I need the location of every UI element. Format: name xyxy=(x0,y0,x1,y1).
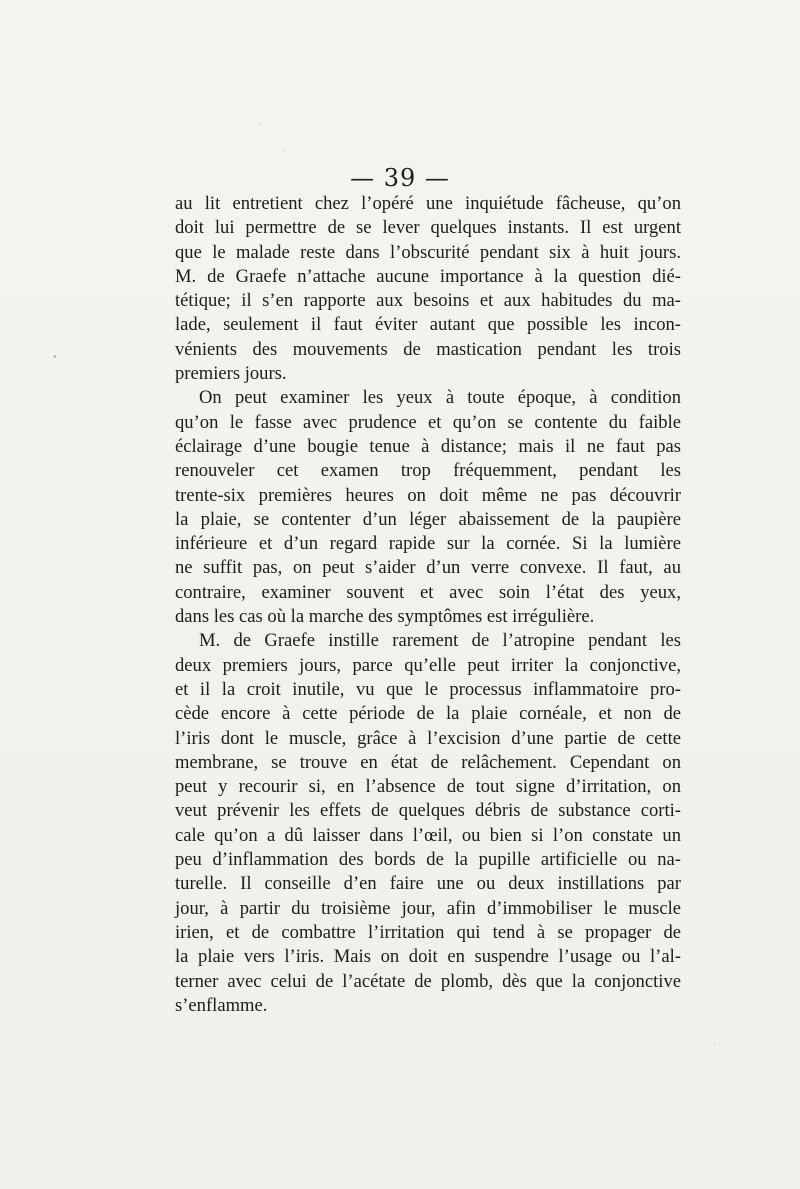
print-speck: · xyxy=(258,120,262,131)
text-line: jour, à partir du troisième jour, afin d’immobiliser le muscle xyxy=(175,897,681,919)
text-line: ne suffit pas, on peut s’aider d’un verre convexe. Il faut, au xyxy=(175,557,681,579)
text-line: M. de Graefe instille rarement de l’atropine pendant les xyxy=(199,630,681,652)
text-line: l’iris dont le muscle, grâce à l’excision d’une partie de cette xyxy=(175,727,681,749)
print-speck: · xyxy=(713,1040,717,1051)
text-line: renouveler cet examen trop fréquemment, pendant les xyxy=(175,460,681,482)
text-line: inférieure et d’un regard rapide sur la cornée. Si la lumière xyxy=(175,533,681,555)
text-line: s’enflamme. xyxy=(175,994,268,1016)
text-line: doit lui permettre de se lever quelques instants. Il est urgent xyxy=(175,217,681,239)
text-line: peu d’inflammation des bords de la pupille artificielle ou na- xyxy=(175,849,681,871)
text-line: trente-six premières heures on doit même ne pas découvrir xyxy=(175,484,681,506)
text-line: terner avec celui de l’acétate de plomb, dès que la conjonctive xyxy=(175,970,681,992)
text-line: que le malade reste dans l’obscurité pendant six à huit jours. xyxy=(175,241,681,263)
text-line: et il la croit inutile, vu que le processus inflammatoire pro- xyxy=(175,678,681,700)
text-line: veut prévenir les effets de quelques débris de substance corti- xyxy=(175,800,681,822)
text-line: vénients des mouvements de mastication pendant les trois xyxy=(175,338,681,360)
text-line: deux premiers jours, parce qu’elle peut irriter la conjonctive, xyxy=(175,654,681,676)
text-line: turelle. Il conseille d’en faire une ou deux instillations par xyxy=(175,873,681,895)
text-line: la plaie vers l’iris. Mais on doit en suspendre l’usage ou l’al- xyxy=(175,946,681,968)
text-line: peut y recourir si, en l’absence de tout signe d’irritation, on xyxy=(175,776,681,798)
text-line: éclairage d’une bougie tenue à distance; mais il ne faut pas xyxy=(175,435,681,457)
text-line: cale qu’on a dû laisser dans l’œil, ou bien si l’on constate un xyxy=(175,824,681,846)
text-line: contraire, examiner souvent et avec soin l’état des yeux, xyxy=(175,581,681,603)
text-line: dans les cas où la marche des symptômes est irrégulière. xyxy=(175,606,595,628)
text-line: qu’on le fasse avec prudence et qu’on se contente du faible xyxy=(175,411,681,433)
text-line: irien, et de combattre l’irritation qui tend à se propager de xyxy=(175,921,681,943)
text-line: On peut examiner les yeux à toute époque, à condition xyxy=(199,387,681,409)
text-line: membrane, se trouve en état de relâchement. Cependant on xyxy=(175,751,681,773)
text-line: lade, seulement il faut éviter autant que possible les incon- xyxy=(175,314,681,336)
print-speck: · xyxy=(283,146,287,157)
text-line: cède encore à cette période de la plaie cornéale, et non de xyxy=(175,703,681,725)
text-line: la plaie, se contenter d’un léger abaissement de la paupière xyxy=(175,508,681,530)
body-text xyxy=(175,192,681,1018)
print-speck: • xyxy=(52,352,58,363)
text-line: tétique; il s’en rapporte aux besoins et aux habitudes du ma- xyxy=(175,290,681,312)
text-line: M. de Graefe n’attache aucune importance à la question dié- xyxy=(175,265,681,287)
page-number: — 39 — xyxy=(350,164,450,192)
text-line: au lit entretient chez l’opéré une inquiétude fâcheuse, qu’on xyxy=(175,193,681,214)
text-line: premiers jours. xyxy=(175,363,287,385)
